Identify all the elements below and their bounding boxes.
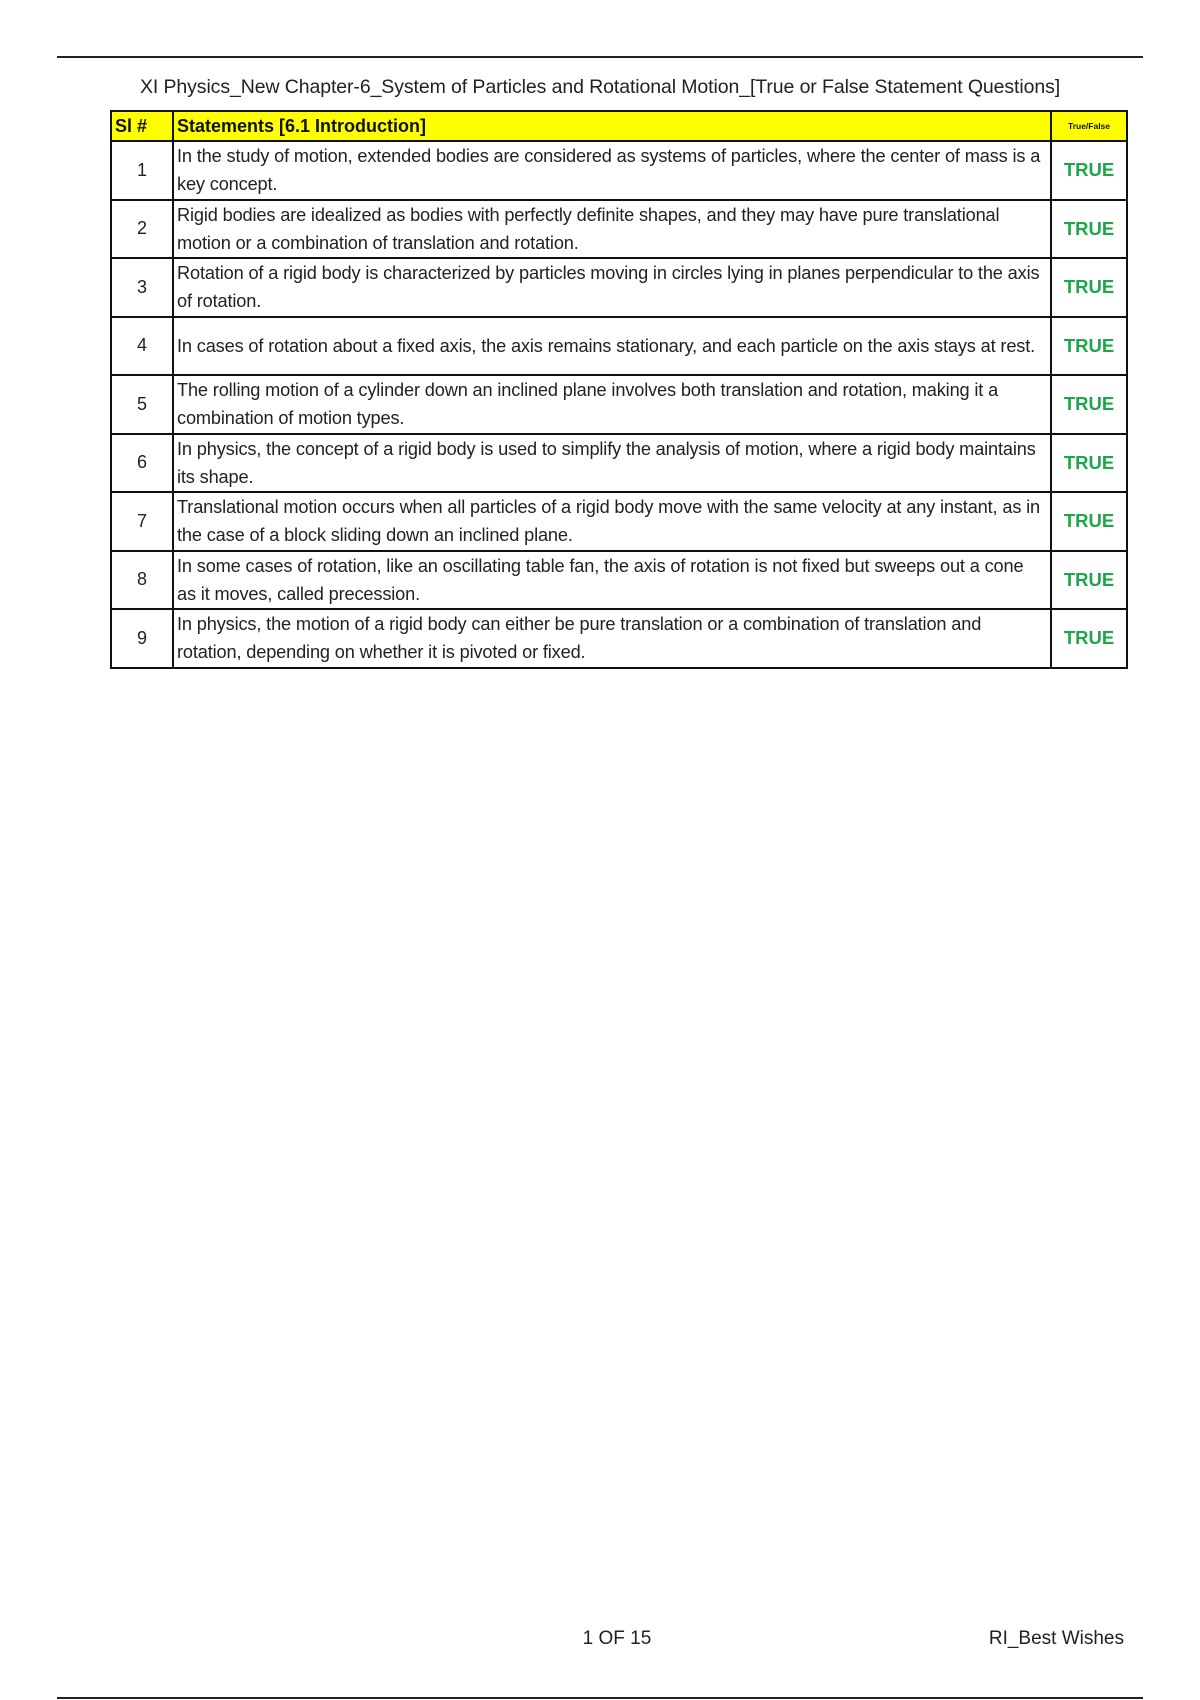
row-statement: The rolling motion of a cylinder down an inclined plane involves both translation and rotation, making it a combination of motion types.: [173, 375, 1051, 434]
footer-signature: RI_Best Wishes: [988, 1628, 1124, 1649]
row-statement: In physics, the motion of a rigid body can either be pure translation or a combination of translation and rotation, depending on whether it is pivoted or fixed.: [173, 609, 1051, 668]
table-row: [111, 141, 1127, 200]
table-row: [111, 258, 1127, 317]
bottom-rule: [57, 1697, 1143, 1699]
row-statement: In cases of rotation about a fixed axis, the axis remains stationary, and each particle on the axis stays at rest.: [173, 317, 1051, 376]
table-row: [111, 200, 1127, 259]
page-number: 1 OF 15: [582, 1628, 652, 1649]
row-answer: TRUE: [1051, 434, 1127, 493]
table-row: [111, 492, 1127, 551]
row-serial-number: 1: [111, 141, 173, 200]
table-row: [111, 317, 1127, 376]
document-title: XI Physics_New Chapter-6_System of Particles and Rotational Motion_[True or False Statement Questions]: [139, 76, 1061, 98]
row-statement: Translational motion occurs when all particles of a rigid body move with the same velocity at any instant, as in the case of a block sliding down an inclined plane.: [173, 492, 1051, 551]
row-serial-number: 2: [111, 200, 173, 259]
row-answer: TRUE: [1051, 375, 1127, 434]
row-serial-number: 8: [111, 551, 173, 610]
row-serial-number: 5: [111, 375, 173, 434]
statements-table: [110, 110, 1128, 669]
row-answer: TRUE: [1051, 317, 1127, 376]
row-answer: TRUE: [1051, 492, 1127, 551]
header-serial-number: Sl #: [111, 111, 173, 141]
header-statements: Statements [6.1 Introduction]: [173, 111, 1051, 141]
table-row: [111, 375, 1127, 434]
row-serial-number: 4: [111, 317, 173, 376]
top-rule: [57, 56, 1143, 58]
row-statement: Rotation of a rigid body is characterized by particles moving in circles lying in planes perpendicular to the axis of rotation.: [173, 258, 1051, 317]
row-statement: Rigid bodies are idealized as bodies with perfectly definite shapes, and they may have pure translational motion or a combination of translation and rotation.: [173, 200, 1051, 259]
row-statement: In the study of motion, extended bodies are considered as systems of particles, where the center of mass is a key concept.: [173, 141, 1051, 200]
row-serial-number: 3: [111, 258, 173, 317]
row-serial-number: 7: [111, 492, 173, 551]
header-true-false: True/False: [1051, 111, 1127, 141]
table-row: [111, 551, 1127, 610]
row-serial-number: 9: [111, 609, 173, 668]
table-header-row: [111, 111, 1127, 141]
row-serial-number: 6: [111, 434, 173, 493]
row-statement: In physics, the concept of a rigid body is used to simplify the analysis of motion, where a rigid body maintains its shape.: [173, 434, 1051, 493]
table-row: [111, 609, 1127, 668]
row-answer: TRUE: [1051, 258, 1127, 317]
table-row: [111, 434, 1127, 493]
row-answer: TRUE: [1051, 200, 1127, 259]
row-answer: TRUE: [1051, 609, 1127, 668]
row-statement: In some cases of rotation, like an oscillating table fan, the axis of rotation is not fixed but sweeps out a cone as it moves, called precession.: [173, 551, 1051, 610]
row-answer: TRUE: [1051, 141, 1127, 200]
row-answer: TRUE: [1051, 551, 1127, 610]
